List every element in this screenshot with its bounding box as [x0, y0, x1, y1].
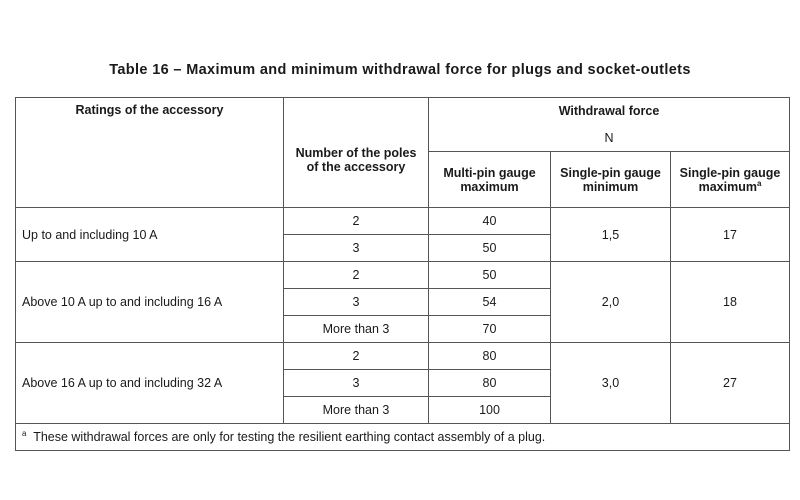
- header-single-pin-min: Single-pin gauge minimum: [551, 152, 671, 208]
- multi-pin-max-cell: 100: [429, 397, 551, 424]
- poles-cell: 3: [284, 370, 429, 397]
- header-multi-pin-max: Multi-pin gauge maximum: [429, 152, 551, 208]
- rating-cell: Up to and including 10 A: [16, 208, 284, 262]
- poles-cell: 2: [284, 343, 429, 370]
- multi-pin-max-cell: 80: [429, 343, 551, 370]
- poles-cell: 2: [284, 262, 429, 289]
- poles-cell: More than 3: [284, 316, 429, 343]
- poles-cell: More than 3: [284, 397, 429, 424]
- rating-cell: Above 16 A up to and including 32 A: [16, 343, 284, 424]
- multi-pin-max-cell: 80: [429, 370, 551, 397]
- poles-cell: 3: [284, 289, 429, 316]
- multi-pin-max-cell: 40: [429, 208, 551, 235]
- single-pin-min-cell: 1,5: [551, 208, 671, 262]
- footnote-ref: a: [756, 178, 762, 188]
- poles-cell: 3: [284, 235, 429, 262]
- table-row: [16, 208, 790, 235]
- single-pin-max-cell: 27: [671, 343, 790, 424]
- single-pin-max-cell: 18: [671, 262, 790, 343]
- table-caption: Table 16 – Maximum and minimum withdrawal force for plugs and socket-outlets: [109, 62, 691, 78]
- withdrawal-force-table: [15, 97, 790, 451]
- multi-pin-max-cell: 54: [429, 289, 551, 316]
- header-poles: Number of the poles of the accessory: [284, 98, 429, 208]
- table-row: [16, 343, 790, 370]
- footnote-mark: a: [22, 428, 27, 438]
- footnote-text: These withdrawal forces are only for testing the resilient earthing contact assembly of a plug.: [33, 430, 546, 444]
- multi-pin-max-cell: 70: [429, 316, 551, 343]
- poles-cell: 2: [284, 208, 429, 235]
- header-single-pin-max-label: Single-pin gauge maximum: [679, 165, 781, 194]
- header-single-pin-max: [671, 152, 790, 208]
- header-withdrawal-force: Withdrawal force: [429, 98, 790, 125]
- header-unit: N: [429, 125, 790, 152]
- table-row: [16, 262, 790, 289]
- header-ratings: Ratings of the accessory: [16, 98, 284, 208]
- multi-pin-max-cell: 50: [429, 262, 551, 289]
- single-pin-max-cell: 17: [671, 208, 790, 262]
- multi-pin-max-cell: 50: [429, 235, 551, 262]
- single-pin-min-cell: 2,0: [551, 262, 671, 343]
- table-footnote: [16, 424, 790, 451]
- table-footnote-row: [16, 424, 790, 451]
- rating-cell: Above 10 A up to and including 16 A: [16, 262, 284, 343]
- single-pin-min-cell: 3,0: [551, 343, 671, 424]
